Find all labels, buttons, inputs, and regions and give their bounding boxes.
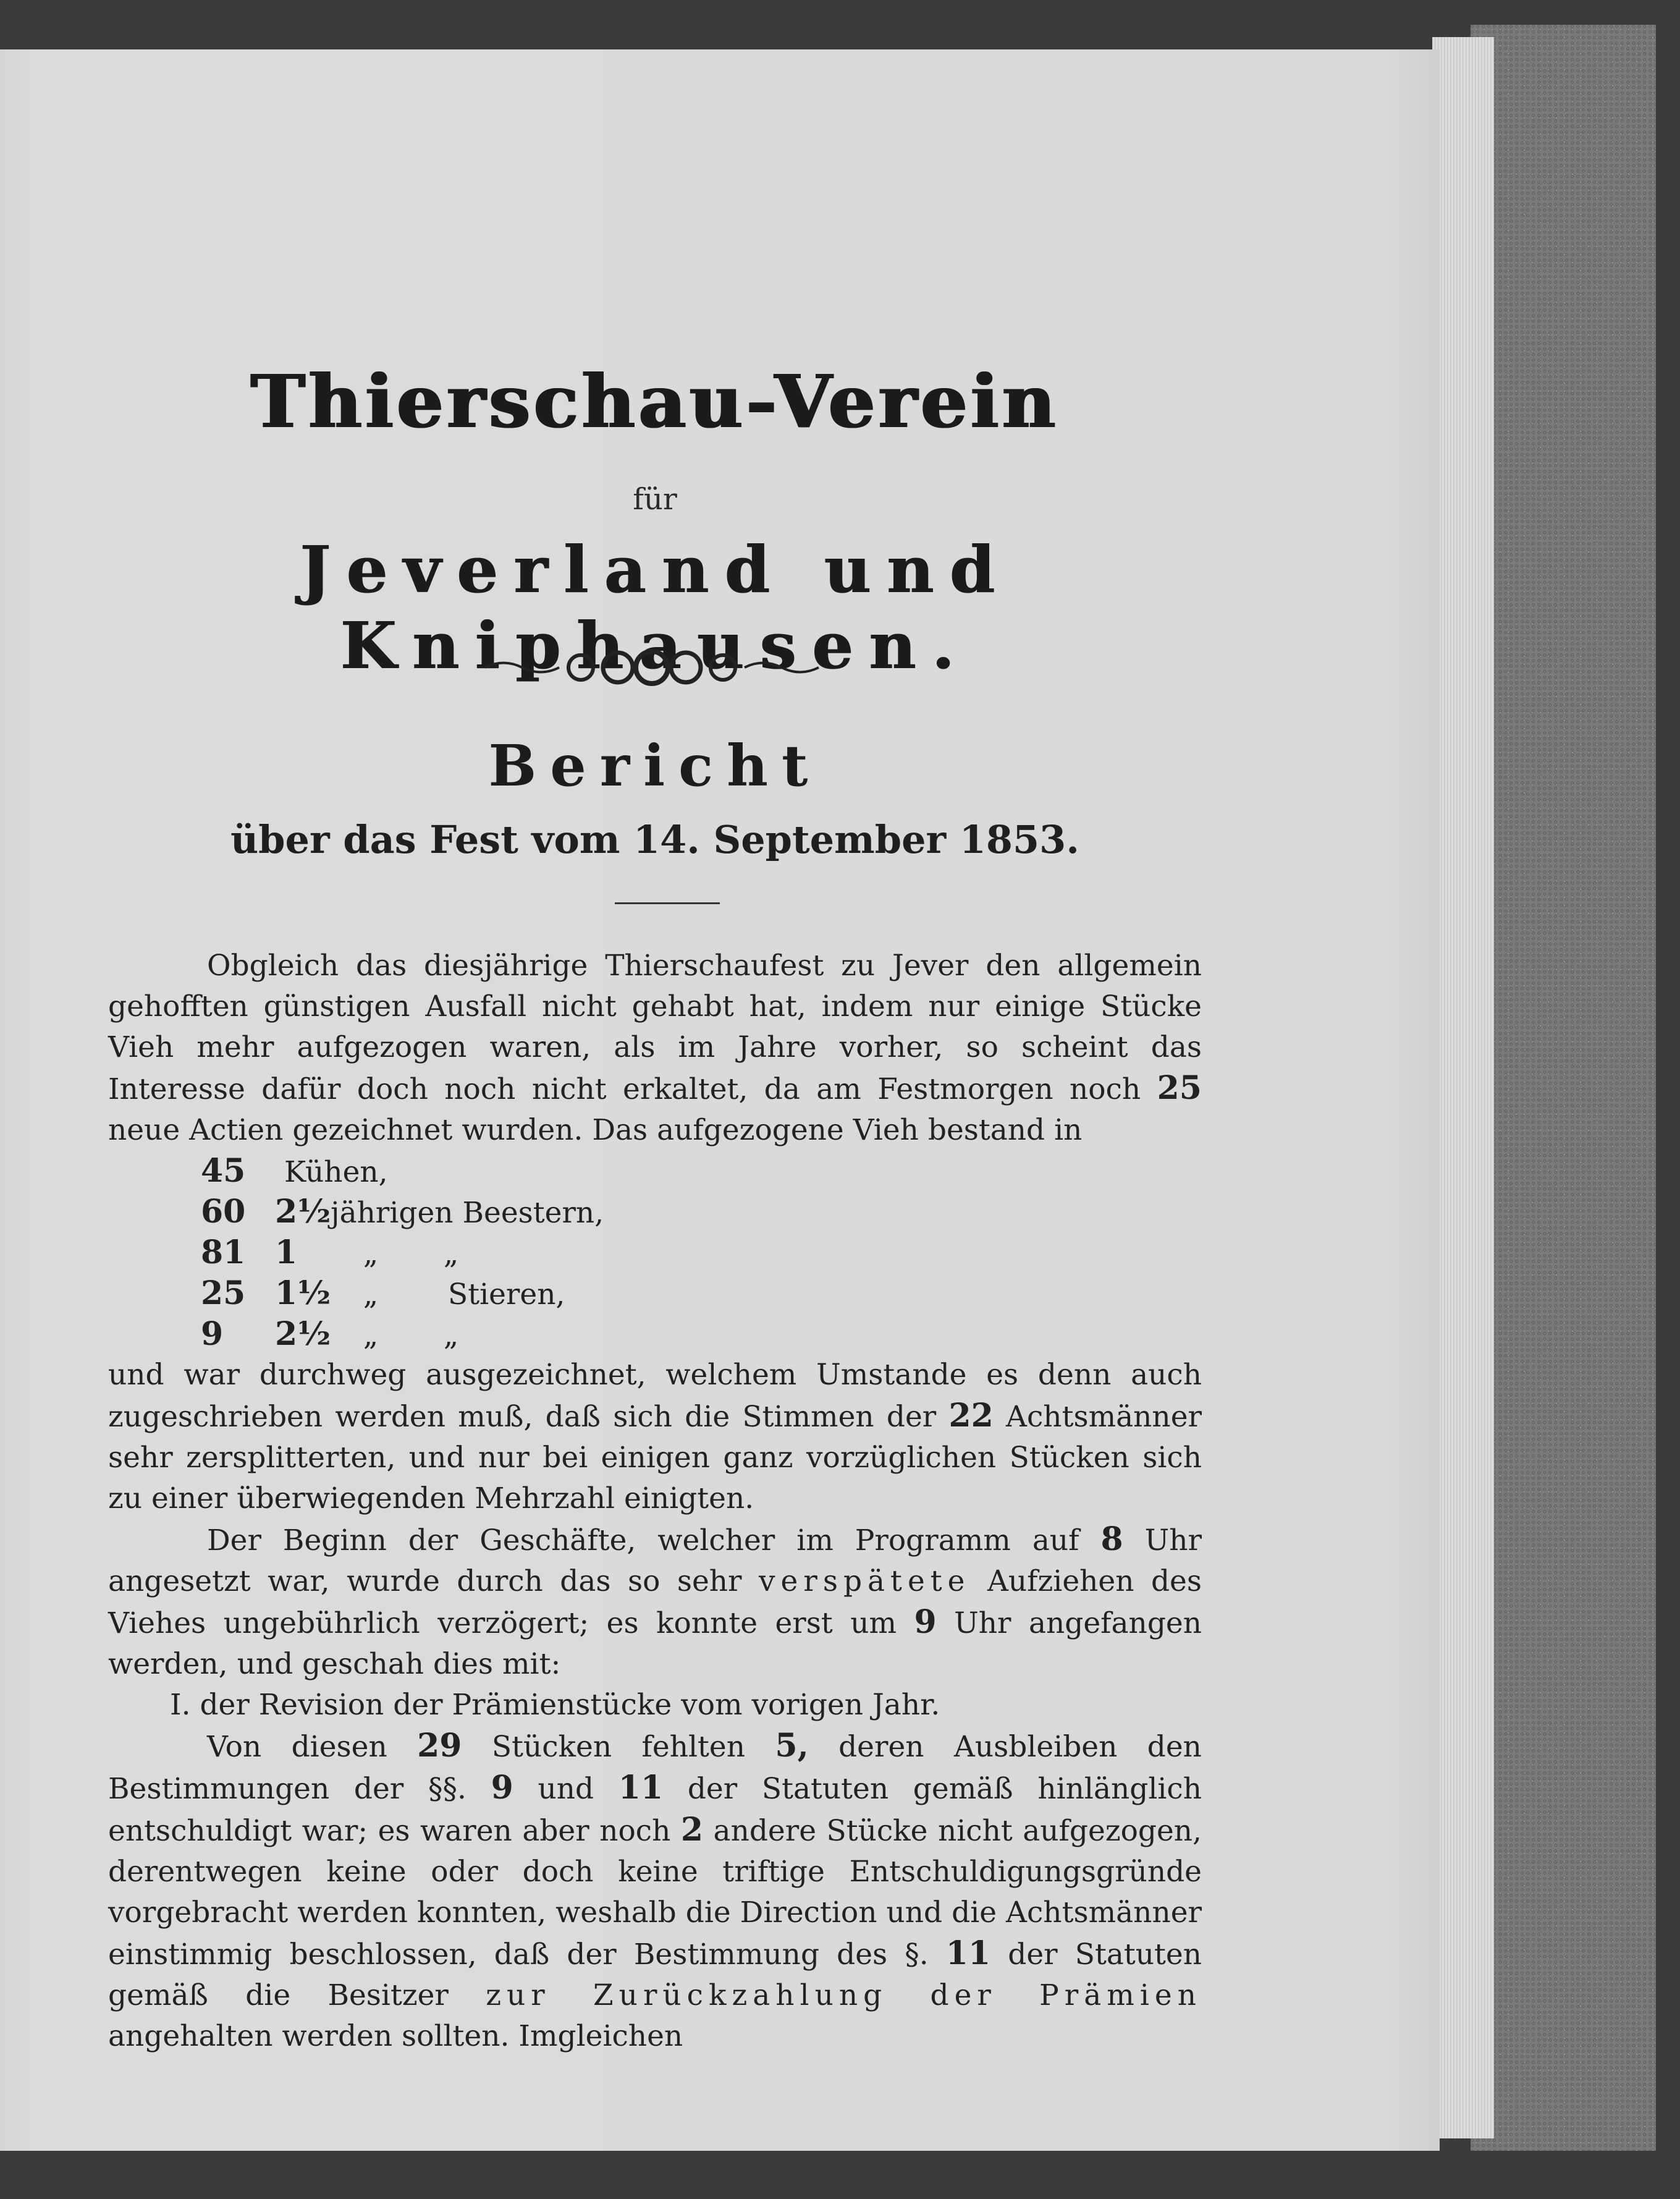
cattle-age: 2½	[275, 1193, 331, 1231]
paragraph-judging	[108, 1355, 1202, 1519]
schedule-text-a: Der Beginn der Geschäfte, welcher im Programm auf	[207, 1523, 1079, 1557]
cattle-count: 9	[201, 1315, 224, 1353]
ditto-mark: „	[363, 1318, 379, 1352]
section-ref: 11	[618, 1769, 664, 1807]
cattle-item	[201, 1151, 1202, 1192]
revision-text-b: Stücken fehlten	[491, 1730, 745, 1764]
report-heading: Bericht	[488, 732, 822, 799]
cattle-kind: Kühen,	[284, 1155, 388, 1189]
cattle-count: 25	[201, 1274, 246, 1312]
cattle-age: 1	[275, 1234, 298, 1271]
section-ref: 11	[945, 1934, 991, 1972]
shares-count: 25	[1157, 1069, 1202, 1107]
late-word: verspätete	[759, 1564, 971, 1598]
report-body	[108, 946, 1202, 2057]
report-subtitle: über das Fest vom 14. September 1853.	[230, 817, 1079, 862]
judging-text-b: Achtsmänner sehr zersplitterten, und nur bei einigen ganz vorzüglichen Stücken sich zu einer überwiegenden Mehrzahl einigten.	[108, 1400, 1202, 1515]
ditto-mark: „	[363, 1237, 379, 1271]
revision-text-e: der Statuten gemäß hinlänglich entschuldigt war; es waren aber noch	[108, 1772, 1202, 1848]
cattle-kind: Stieren,	[448, 1277, 565, 1311]
revision-text-a: Von diesen	[207, 1730, 387, 1764]
schedule-text-b: Uhr angesetzt war, wurde durch das so sehr	[108, 1523, 1202, 1598]
cattle-list	[201, 1151, 1202, 1355]
ornament-divider-icon	[479, 646, 825, 689]
society-title: Thierschau-Verein	[250, 358, 1060, 444]
region-title: Jeverland und Kniphausen.	[299, 532, 1011, 684]
cattle-item	[201, 1192, 1202, 1232]
intro-text-a: Obgleich das diesjährige Thierschaufest zu Jever den allgemein gehofften günstigen Ausfall nicht gehabt hat, indem nur einige Stücke Vieh mehr aufgezogen waren, als im Jahre vorher, so scheint das Interesse dafür doch noch nicht erkaltet, da am Festmorgen noch	[108, 949, 1202, 1106]
cattle-count: 60	[201, 1193, 246, 1231]
cattle-item	[201, 1273, 1202, 1314]
cattle-age: 1½	[275, 1274, 331, 1312]
repayment-phrase: zur Zurückzahlung der Prämien	[486, 1978, 1202, 2012]
missing-count: 5,	[775, 1727, 809, 1765]
cattle-item	[201, 1232, 1202, 1273]
fuer-label: für	[633, 482, 677, 517]
intro-text-b: neue Actien gezeichnet wurden. Das aufgezogene Vieh bestand in	[108, 1113, 1083, 1147]
schedule-text-d: Uhr angefangen werden, und geschah dies mit:	[108, 1606, 1202, 1681]
book-cover	[1471, 25, 1656, 2151]
revision-text-c: deren Ausbleiben den Bestimmungen der §§.	[108, 1730, 1202, 1806]
section-heading	[108, 1685, 1202, 1726]
revision-text-f: andere Stücke nicht aufgezogen, derentwegen keine oder doch keine triftige Entschuldigungsgründe vorgebracht werden konnten, weshalb die Direction und die Achtsmänner einstimmig beschlossen, daß der Bestimmung des §.	[108, 1814, 1202, 1972]
cattle-kind: jährigen Beestern,	[331, 1196, 604, 1230]
ditto-mark: „	[443, 1318, 459, 1352]
ditto-mark: „	[443, 1237, 459, 1271]
revision-text-d: und	[538, 1772, 594, 1806]
page-edges	[1432, 37, 1494, 2138]
schedule-text-c: Aufziehen des Viehes ungebührlich verzögert; es konnte erst um	[108, 1564, 1202, 1640]
judges-count: 22	[948, 1397, 994, 1434]
paragraph-revision	[108, 1726, 1202, 2057]
revision-text-h: angehalten werden sollten. Imgleichen	[108, 2019, 683, 2053]
start-hour: 8	[1100, 1520, 1123, 1558]
others-count: 2	[680, 1811, 704, 1849]
cattle-item	[201, 1314, 1202, 1355]
cattle-age: 2½	[275, 1315, 331, 1353]
paragraph-schedule	[108, 1519, 1202, 1685]
revision-text-g: der Statuten gemäß die Besitzer	[108, 1938, 1202, 2012]
pieces-count: 29	[417, 1727, 462, 1765]
divider-rule	[615, 902, 720, 904]
book-page	[0, 49, 1440, 2151]
judging-text-a: und war durchweg ausgezeichnet, welchem Umstande es denn auch zugeschrieben werden muß, daß sich die Stimmen der	[108, 1358, 1202, 1434]
actual-hour: 9	[914, 1603, 937, 1641]
cattle-count: 45	[201, 1152, 246, 1190]
paragraph-intro	[108, 946, 1202, 1151]
cattle-count: 81	[201, 1234, 246, 1271]
section-ref: 9	[491, 1769, 513, 1807]
section-one-heading: I. der Revision der Prämienstücke vom vorigen Jahr.	[170, 1688, 940, 1722]
ditto-mark: „	[363, 1277, 379, 1311]
